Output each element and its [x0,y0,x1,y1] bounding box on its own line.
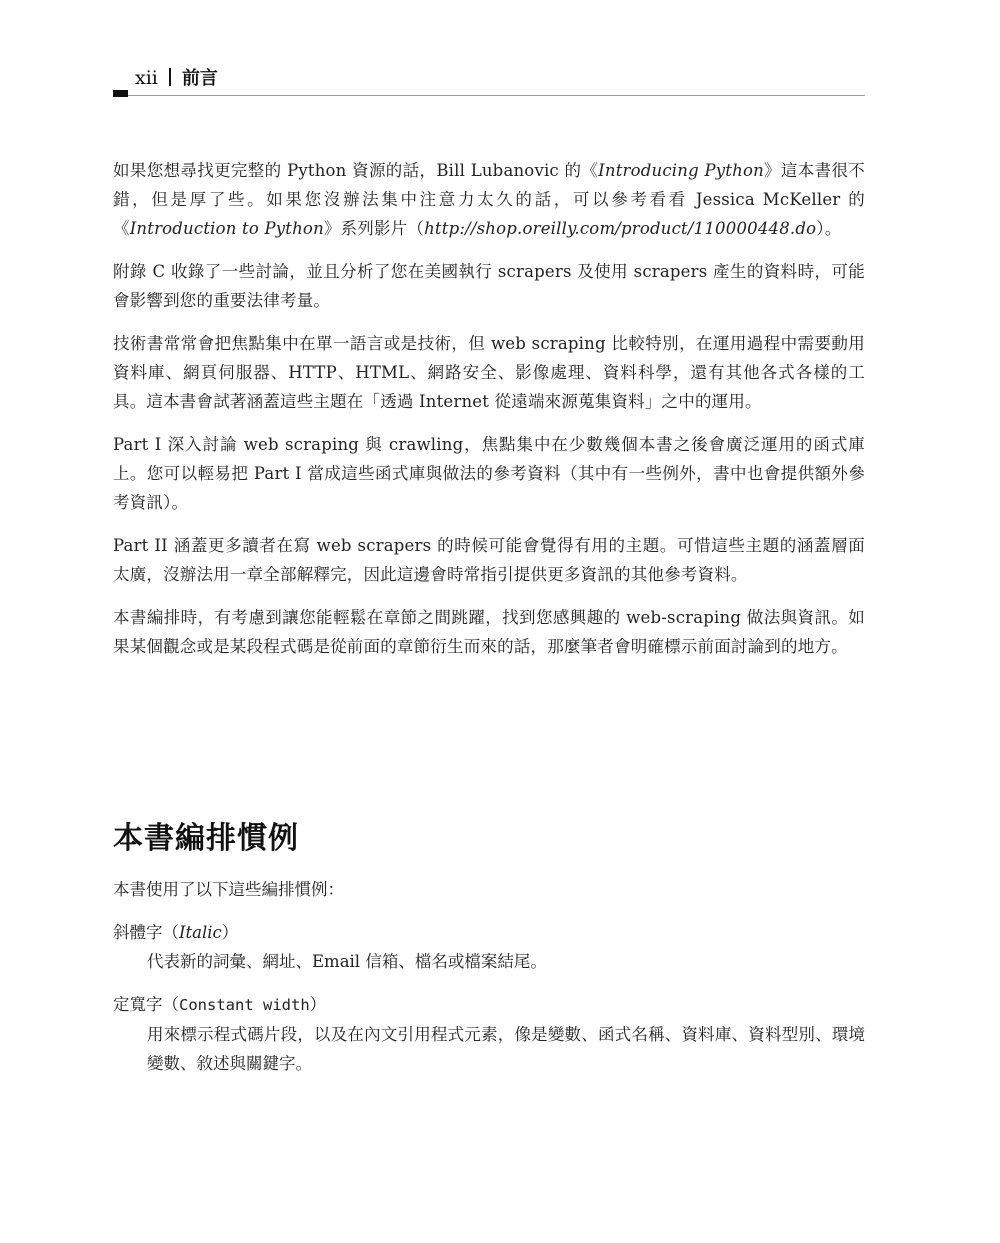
paragraph-python-resources [113,156,865,243]
convention-description-constant-width: 用來標示程式碼片段，以及在內文引用程式元素，像是變數、函式名稱、資料庫、資料型別、環境變數、敘述與關鍵字。 [147,1025,865,1073]
header-separator [169,68,171,86]
paragraph-part-two: Part II 涵蓋更多讀者在寫 web scrapers 的時候可能會覺得有用的主題。可惜這些主題的涵蓋層面太廣，沒辦法用一章全部解釋完，因此這邊會時常指引提供更多資訊的其他參考資料。 [113,536,865,584]
term-sample-monospace: Constant width [179,996,310,1014]
paragraph-appendix-c: 附錄 C 收錄了一些討論，並且分析了您在美國執行 scrapers 及使用 scrapers 產生的資料時，可能會影響到您的重要法律考量。 [113,262,865,310]
term-label: ） [221,923,239,942]
section-heading: 本書編排慣例 [113,821,299,856]
video-title-introduction-to-python: Introduction to Python [129,219,324,238]
book-title-introducing-python: Introducing Python [598,161,764,180]
term-label: 斜體字（ [113,923,179,942]
paragraph-text: 》系列影片（ [323,219,425,238]
body-text [113,156,865,675]
convention-description-italic: 代表新的詞彙、網址、Email 信箱、檔名或檔案結尾。 [147,952,547,971]
paragraph-text: 》這本書很不錯，但是厚了些。如果您沒辦法集中注意力太久的話，可以參考看看 Jessica McKeller 的《 [113,161,865,238]
term-label: ） [309,995,327,1014]
oreilly-url-link[interactable]: http://shop.oreilly.com/product/110000448.do [424,219,817,238]
chapter-title: 前言 [181,68,218,89]
paragraph-text: 如果您想尋找更完整的 Python 資源的話，Bill Lubanovic 的《 [113,161,599,180]
convention-term-italic [113,918,865,947]
conventions-list [113,875,865,1092]
page-number: xii [135,67,158,89]
conventions-intro: 本書使用了以下這些編排慣例： [113,880,344,899]
paragraph-text: ）。 [816,219,842,238]
convention-term-constant-width [113,990,865,1020]
header-rule [128,95,865,96]
paragraph-book-layout: 本書編排時，有考慮到讓您能輕鬆在章節之間跳躍，找到您感興趣的 web-scraping 做法與資訊。如果某個觀念或是某段程式碼是從前面的章節衍生而來的話，那麼筆者會明確標示前面討論到的地方。 [113,608,865,656]
term-label: 定寬字（ [113,995,179,1014]
header-corner-mark [113,90,128,97]
running-header [113,64,865,98]
header-text [135,66,218,91]
term-sample-italic: Italic [179,923,222,942]
paragraph-technical-scope: 技術書常常會把焦點集中在單一語言或是技術，但 web scraping 比較特別，在運用過程中需要動用資料庫、網頁伺服器、HTTP、HTML、網路安全、影像處理、資料科學，還有其他各式各樣的工具。這本書會試著涵蓋這些主題在「透過 Internet 從遠端來源蒐集資料」之中的運用。 [113,334,865,411]
paragraph-part-one: Part I 深入討論 web scraping 與 crawling，焦點集中在少數幾個本書之後會廣泛運用的函式庫上。您可以輕易把 Part I 當成這些函式庫與做法的參考資料（其中有一些例外，書中也會提供額外參考資訊）。 [113,435,865,512]
